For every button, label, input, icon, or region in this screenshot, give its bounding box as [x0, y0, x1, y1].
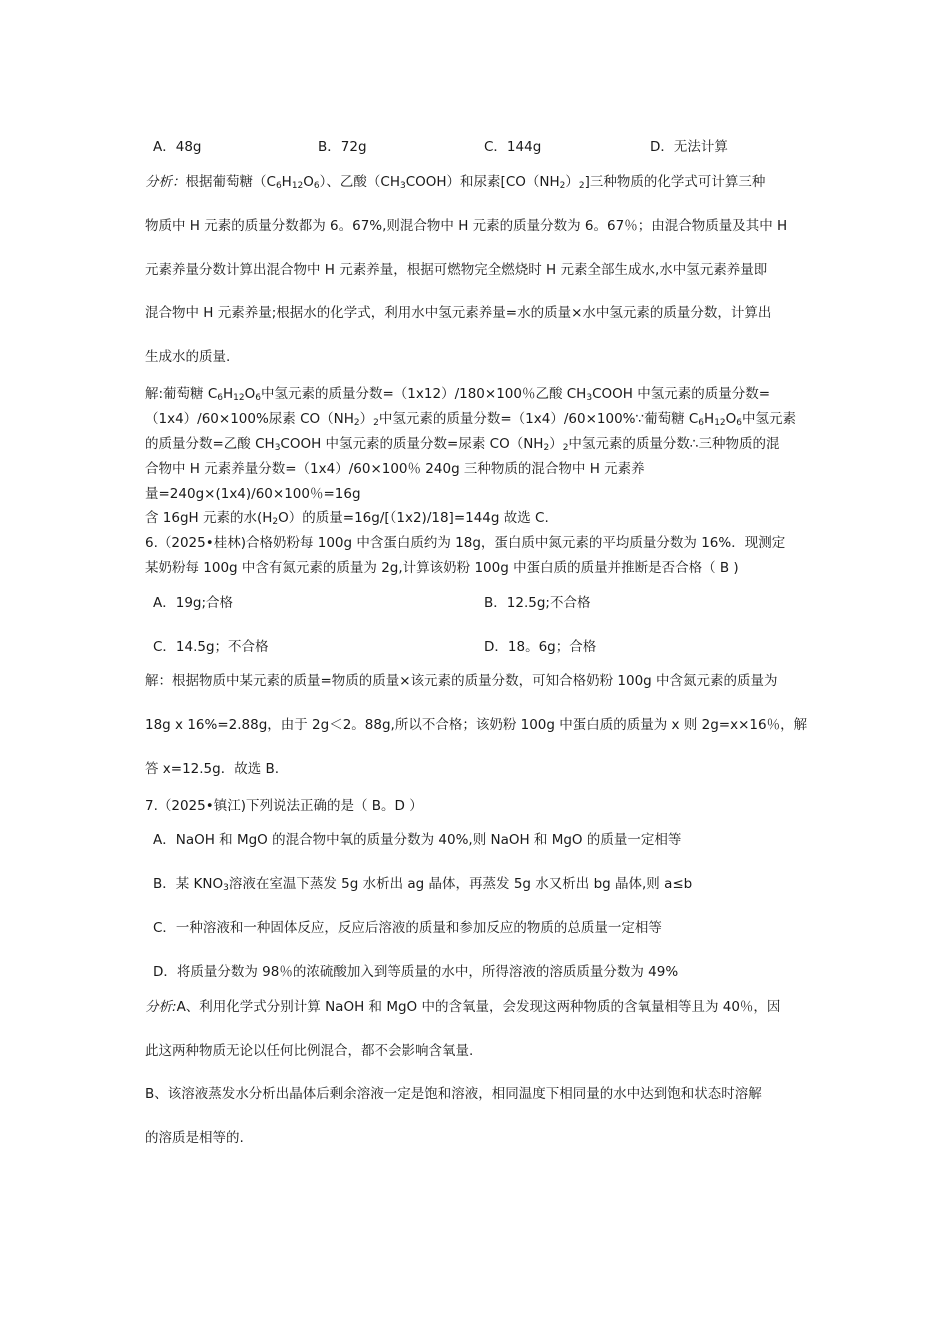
q6-solution-line-2: 18g x 16%=2.88g，由于 2g＜2。88g,所以不合格；该奶粉 100g 中蛋白质的质量为 x 则 2g=x×16％，解	[145, 717, 808, 733]
q7-stem: 7.（2025•镇江)下列说法正确的是（ B。D ）	[145, 798, 423, 814]
q5-analysis-line-4: 混合物中 H 元素养量;根据水的化学式，利用水中氢元素养量=水的质量×水中氢元素的质量分数，计算出	[145, 305, 772, 321]
q5-solution-line-3: 的质量分数=乙酸 $CH_3COOH$ 中氢元素的质量分数=尿素 $CO(NH_2)_2$中氢元素的质量分数∴三种物质的混	[145, 436, 780, 453]
q5-analysis-line-5: 生成水的质量.	[145, 349, 231, 365]
q5-solution-line-6: 含 16gH 元素的水$(H_2O)$的质量=16g/[（1x2)/18]=144g 故选 C.	[145, 510, 549, 527]
q7-analysis-line-4: 的溶质是相等的.	[145, 1130, 244, 1146]
q7-option-a: A．NaOH 和 MgO 的混合物中氧的质量分数为 40%,则 NaOH 和 MgO 的质量一定相等	[153, 832, 682, 848]
q5-solution-line-4: 合物中 H 元素养量分数=（1x4）/60×100％ 240g 三种物质的混合物中 H 元素养	[145, 461, 645, 477]
q6-stem-line-2: 某奶粉每 100g 中含有氮元素的质量为 2g,计算该奶粉 100g 中蛋白质的质量并推断是否合格（ B )	[145, 560, 739, 576]
q5-analysis-line-3: 元素养量分数计算出混合物中 H 元素养量，根据可燃物完全燃烧时 H 元素全部生成水,水中氢元素养量即	[145, 262, 768, 278]
q7-option-d: D．将质量分数为 98％的浓硫酸加入到等质量的水中，所得溶液的溶质质量分数为 49%	[153, 964, 679, 980]
analysis-label: 分析:	[145, 999, 177, 1015]
q7-analysis-line-3: B、该溶液蒸发水分析出晶体后剩余溶液一定是饱和溶液，相同温度下相同量的水中达到饱和状态时溶解	[145, 1086, 762, 1102]
q5-analysis-line-2: 物质中 H 元素的质量分数都为 6。67%,则混合物中 H 元素的质量分数为 6。67％；由混合物质量及其中 H	[145, 218, 788, 234]
q6-stem-line-1: 6.（2025•桂林)合格奶粉每 100g 中含蛋白质约为 18g，蛋白质中氮元素的平均质量分数为 16%．现测定	[145, 535, 786, 551]
q5-solution-line-2: （1x4）/60×100%尿素 $CO(NH_2)_2$中氢元素的质量分数=（1x4）/60×100%∵葡萄糖 $C_6H_{12}O_6$中氢元素	[145, 411, 797, 428]
analysis-label: 分析：	[145, 174, 186, 190]
q5-option-c: C．144g	[484, 139, 542, 155]
q7-option-b: B．某 $KNO_3$溶液在室温下蒸发 5g 水析出 ag 晶体，再蒸发 5g 水又析出 bg 晶体,则 a≤b	[153, 876, 693, 893]
q6-solution-line-3: 答 x=12.5g．故选 B.	[145, 761, 280, 777]
q7-option-c: C．一种溶液和一种固体反应，反应后溶液的质量和参加反应的物质的总质量一定相等	[153, 920, 662, 936]
q5-option-b: B．72g	[318, 139, 367, 155]
q5-option-d: D．无法计算	[650, 139, 728, 155]
q6-option-a: A．19g;合格	[153, 595, 234, 611]
q5-option-a: A．48g	[153, 139, 202, 155]
q5-solution-line-1: 解:葡萄糖 $C_6H_{12}O_6$中氢元素的质量分数=（1x12）/180×100％乙酸 $CH_3COOH$ 中氢元素的质量分数=	[145, 386, 771, 403]
q5-analysis-line-1: 分析：根据葡萄糖$(C_6H_{12}O_6)$、乙酸$(CH_3COOH)$和尿素$[CO(NH_2)_2]$三种物质的化学式可计算三种	[145, 174, 766, 191]
q7-analysis-line-1: 分析:A、利用化学式分别计算 NaOH 和 MgO 中的含氧量，会发现这两种物质的含氧量相等且为 40％，因	[145, 999, 781, 1015]
q6-option-d: D．18。6g；合格	[484, 639, 597, 655]
q6-solution-line-1: 解：根据物质中某元素的质量=物质的质量×该元素的质量分数，可知合格奶粉 100g 中含氮元素的质量为	[145, 673, 778, 689]
q7-analysis-line-2: 此这两种物质无论以任何比例混合，都不会影响含氧量.	[145, 1043, 474, 1059]
q6-option-b: B．12.5g;不合格	[484, 595, 591, 611]
q6-option-c: C．14.5g；不合格	[153, 639, 269, 655]
q5-solution-line-5: 量=240g×(1x4)/60×100％=16g	[145, 486, 361, 502]
